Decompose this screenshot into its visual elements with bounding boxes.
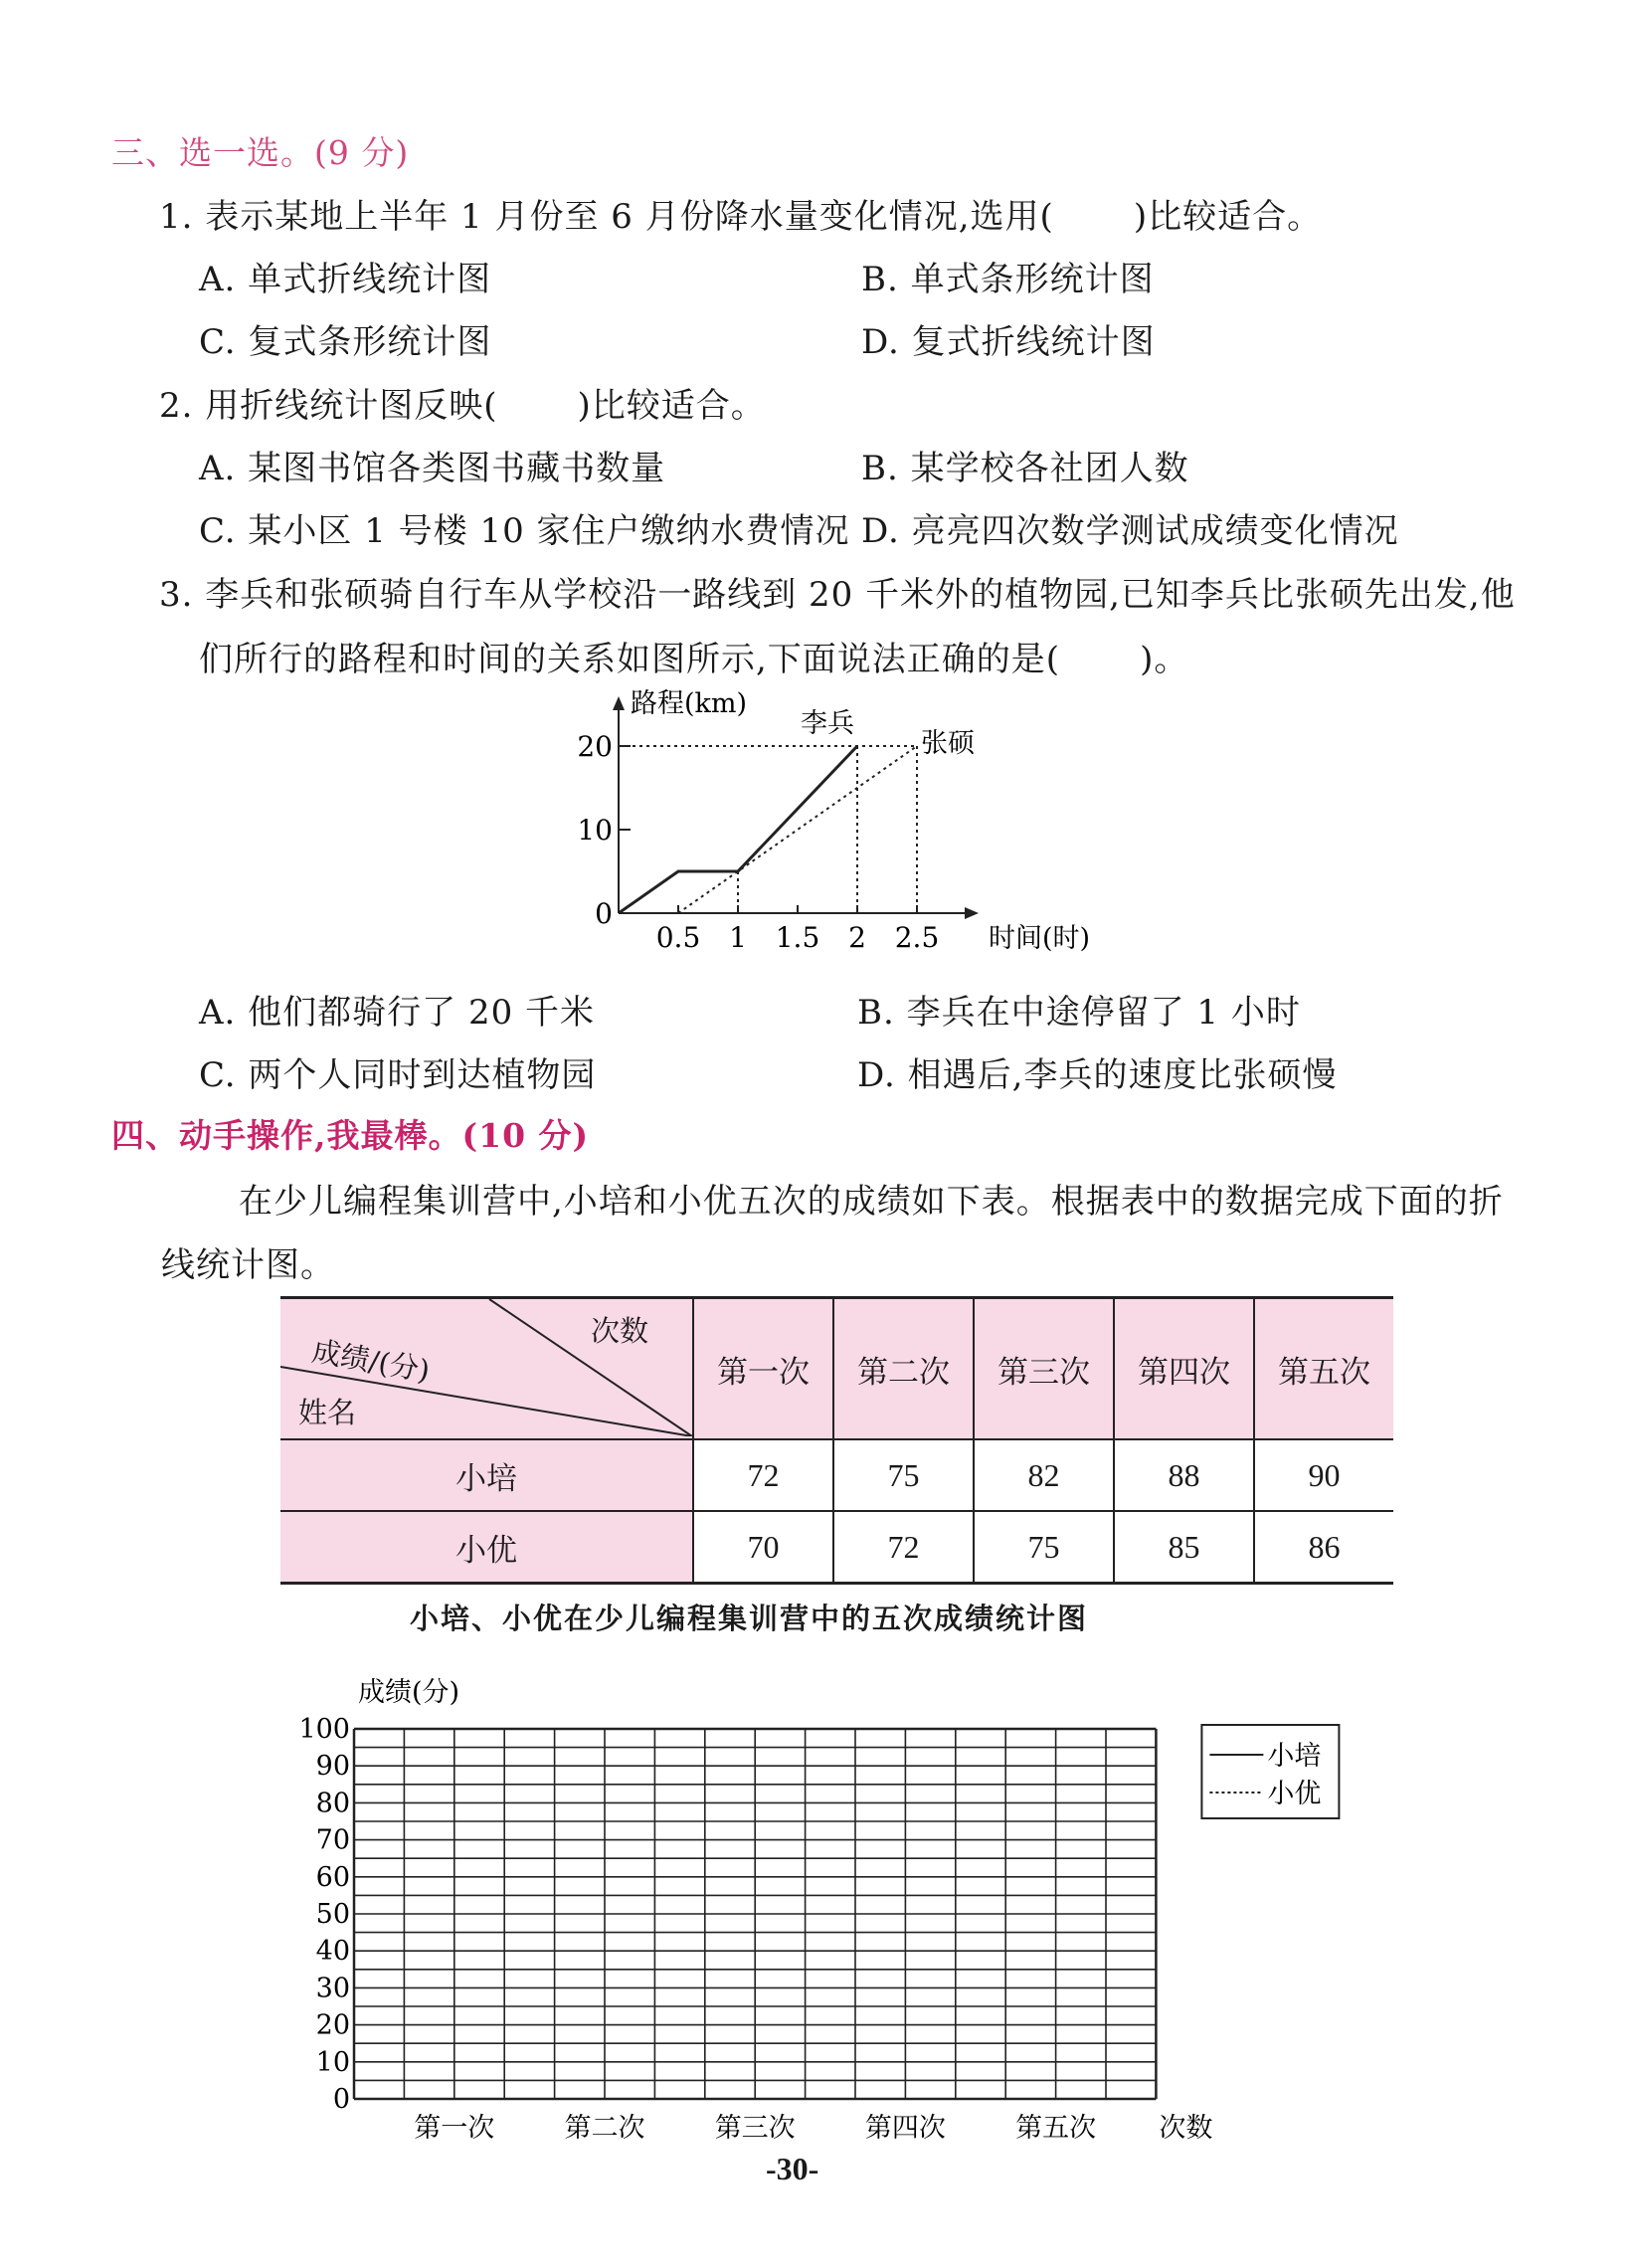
x-tick-label: 1.5 [775, 921, 820, 954]
y-tick-label: 90 [315, 1751, 350, 1783]
distance-time-chart [557, 686, 1174, 970]
y-tick-label: 30 [315, 1973, 350, 2004]
table-cell: 88 [1114, 1439, 1254, 1511]
y-axis-arrow [613, 696, 625, 710]
q1-stem-b: )比较适合。 [1133, 197, 1323, 237]
table-row-name: 小培 [280, 1439, 693, 1511]
corner-label-name: 姓名 [298, 1396, 357, 1429]
section4-title: 四、动手操作,我最棒。(10 分) [111, 1116, 590, 1155]
q3-stem-line2 [199, 632, 1188, 680]
y-tick-label: 40 [315, 1936, 350, 1968]
y-tick-label: 100 [298, 1714, 350, 1745]
series-label-libing: 李兵 [801, 708, 854, 739]
x-category-label: 第二次 [564, 2113, 645, 2139]
table-cell: 85 [1114, 1511, 1254, 1584]
table-cell: 72 [693, 1439, 833, 1511]
table-cell: 75 [833, 1439, 974, 1511]
y-tick-label: 60 [315, 1861, 350, 1893]
table-cell: 75 [974, 1511, 1114, 1584]
series-label-zhangshuo: 张硕 [921, 728, 975, 759]
q3-stem-line2-a: 们所行的路程和时间的关系如图所示,下面说法正确的是( [199, 640, 1061, 679]
q2-option-a: A. 某图书馆各类图书藏书数量 [199, 449, 666, 488]
x-category-label: 第四次 [864, 2113, 946, 2139]
y-tick-label: 80 [315, 1788, 350, 1819]
x-tick-label: 2 [848, 921, 866, 954]
table-corner-cell [280, 1298, 693, 1440]
q2-option-c: C. 某小区 1 号楼 10 家住户缴纳水费情况 [199, 511, 850, 551]
q1-option-d: D. 复式折线统计图 [861, 322, 1156, 362]
q1-option-a: A. 单式折线统计图 [199, 260, 492, 299]
table-header-5: 第五次 [1254, 1298, 1393, 1440]
table-cell: 82 [974, 1439, 1114, 1511]
x-axis-arrow [965, 907, 979, 919]
q2-stem [159, 378, 766, 427]
x-category-label: 第五次 [1015, 2113, 1097, 2139]
table-row-xiaopei [280, 1439, 1393, 1511]
y-tick-label: 20 [315, 2009, 350, 2041]
section4-intro-line2: 线统计图。 [161, 1245, 335, 1285]
q3-option-c: C. 两个人同时到达植物园 [199, 1055, 597, 1095]
y-tick-label: 0 [595, 897, 613, 930]
corner-label-count: 次数 [591, 1314, 649, 1348]
table-cell: 72 [833, 1511, 974, 1584]
q1-stem [159, 189, 1322, 238]
x-category-label: 第一次 [414, 2113, 495, 2139]
q2-option-b: B. 某学校各社团人数 [861, 449, 1189, 488]
y-tick-label: 10 [577, 814, 613, 847]
q1-option-c: C. 复式条形统计图 [199, 322, 492, 362]
table-header-3: 第三次 [974, 1298, 1114, 1440]
y-axis-label: 路程(km) [631, 688, 748, 719]
table-cell: 70 [693, 1511, 833, 1584]
q3-option-b: B. 李兵在中途停留了 1 小时 [857, 993, 1301, 1033]
y-tick-label: 50 [315, 1899, 350, 1930]
q2-stem-a: 2. 用折线统计图反映( [159, 386, 498, 426]
y-axis-label: 成绩(分) [358, 1677, 460, 1708]
table-row-name: 小优 [280, 1511, 693, 1584]
y-tick-label: 10 [315, 2046, 350, 2078]
q2-option-d: D. 亮亮四次数学测试成绩变化情况 [861, 511, 1399, 551]
table-header-row [280, 1298, 1393, 1440]
x-tick-label: 2.5 [894, 921, 940, 954]
score-chart-title: 小培、小优在少儿编程集训营中的五次成绩统计图 [410, 1602, 1089, 1635]
y-tick-label: 20 [577, 730, 613, 763]
score-table [280, 1296, 1393, 1585]
x-tick-label: 0.5 [655, 921, 701, 954]
table-header-4: 第四次 [1114, 1298, 1254, 1440]
page-number: -30- [766, 2151, 819, 2186]
q1-option-b: B. 单式条形统计图 [861, 260, 1155, 299]
y-tick-label: 0 [332, 2084, 350, 2115]
section3-title: 三、选一选。(9 分) [111, 133, 410, 172]
y-tick-label: 70 [315, 1824, 350, 1856]
q3-stem-line1: 3. 李兵和张硕骑自行车从学校沿一路线到 20 千米外的植物园,已知李兵比张硕先出发,他 [159, 575, 1516, 615]
corner-label-score: 成绩/(分) [309, 1333, 433, 1389]
x-tick-label: 1 [729, 921, 747, 954]
q2-stem-b: )比较适合。 [577, 386, 766, 426]
legend-label-xiaoyou: 小优 [1267, 1779, 1322, 1809]
series-line-zhangshuo [678, 746, 917, 913]
table-row-xiaoyou [280, 1511, 1393, 1584]
table-header-1: 第一次 [693, 1298, 833, 1440]
section4-intro-line1: 在少儿编程集训营中,小培和小优五次的成绩如下表。根据表中的数据完成下面的折 [239, 1182, 1504, 1222]
table-cell: 90 [1254, 1439, 1393, 1511]
x-axis-label: 次数 [1159, 2113, 1213, 2139]
q3-stem-line2-b: )。 [1140, 640, 1189, 679]
x-axis-label: 时间(时) [989, 923, 1091, 954]
legend-label-xiaopei: 小培 [1267, 1741, 1322, 1772]
score-line-chart[interactable] [288, 1651, 1382, 2139]
q3-option-d: D. 相遇后,李兵的速度比张硕慢 [857, 1055, 1338, 1095]
table-cell: 86 [1254, 1511, 1393, 1584]
x-category-label: 第三次 [714, 2113, 796, 2139]
q1-stem-a: 1. 表示某地上半年 1 月份至 6 月份降水量变化情况,选用( [159, 197, 1054, 237]
q3-option-a: A. 他们都骑行了 20 千米 [199, 993, 596, 1033]
table-header-2: 第二次 [833, 1298, 974, 1440]
